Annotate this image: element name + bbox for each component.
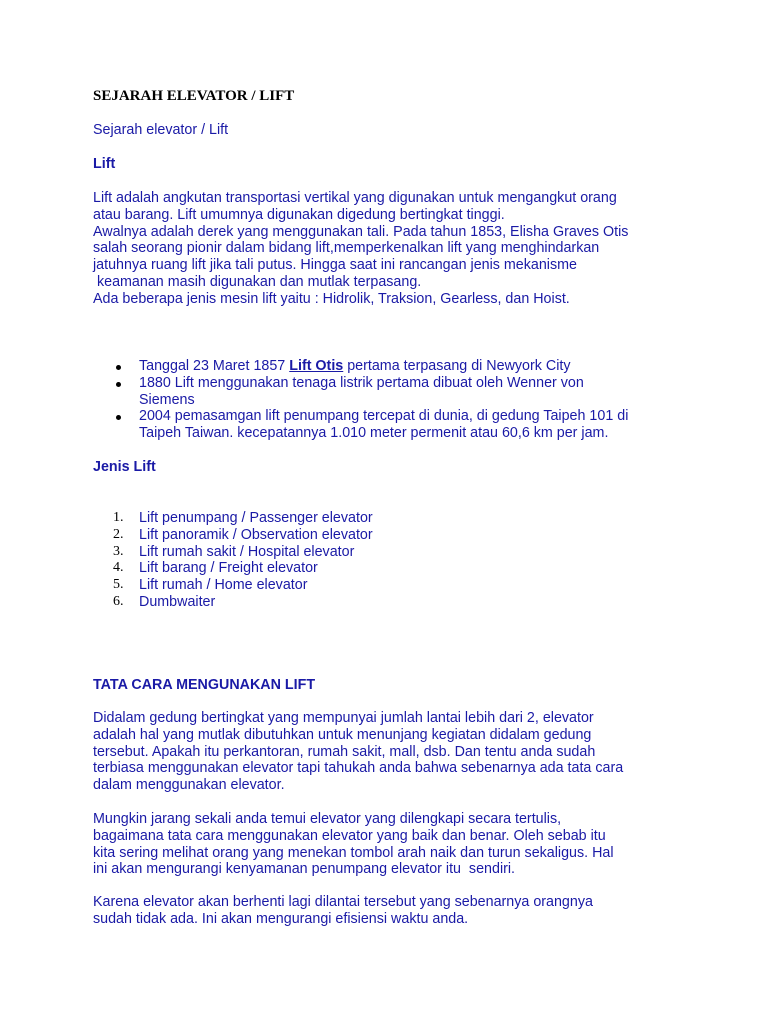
subtitle: Sejarah elevator / Lift [93, 122, 229, 138]
bullet-icon [116, 415, 121, 420]
list-number: 4. [113, 560, 124, 576]
paragraph-line: bagaimana tata cara menggunakan elevator yang baik dan benar. Oleh sebab itu [93, 827, 606, 844]
list-item-text: Lift rumah sakit / Hospital elevator [139, 543, 355, 560]
list-item-text: Dumbwaiter [139, 593, 216, 610]
paragraph-line: Karena elevator akan berhenti lagi dilantai tersebut yang sebenarnya orangnya [93, 894, 593, 910]
bullet-text: Tanggal 23 Maret 1857 [139, 358, 290, 374]
list-number: 2. [113, 526, 124, 542]
list-item-text: Lift penumpang / Passenger elevator [139, 510, 373, 526]
page-title: SEJARAH ELEVATOR / LIFT [93, 88, 295, 104]
list-item [93, 594, 373, 611]
tata-cara-heading: TATA CARA MENGUNAKAN LIFT [93, 677, 316, 693]
lift-heading: Lift [93, 156, 116, 172]
intro-line: jatuhnya ruang lift jika tali putus. Hingga saat ini rancangan jenis mekanisme [93, 257, 577, 274]
list-item-text: Lift panoramik / Observation elevator [139, 526, 373, 543]
paragraph-line: Didalam gedung bertingkat yang mempunyai jumlah lantai lebih dari 2, elevator [93, 710, 594, 726]
intro-line: atau barang. Lift umumnya digunakan digedung bertingkat tinggi. [93, 206, 505, 223]
intro-line: Ada beberapa jenis mesin lift yaitu : Hidrolik, Traksion, Gearless, dan Hoist. [93, 290, 570, 307]
bullet-icon [116, 365, 121, 370]
paragraph-line: sudah tidak ada. Ini akan mengurangi efisiensi waktu anda. [93, 910, 469, 927]
paragraph-line: ini akan mengurangi kenyamanan penumpang elevator itu sendiri. [93, 861, 516, 878]
list-item [93, 527, 373, 544]
list-item [93, 358, 628, 375]
list-item [93, 560, 373, 577]
intro-line: salah seorang pionir dalam bidang lift,memperkenalkan lift yang menghindarkan [93, 240, 600, 257]
list-number: 1. [113, 510, 124, 525]
intro-line: keamanan masih digunakan dan mutlak terpasang. [93, 273, 422, 290]
list-item [93, 375, 628, 409]
bullet-line: Siemens [139, 391, 195, 408]
bullet-line [139, 358, 628, 375]
list-item [93, 544, 373, 561]
paragraph-line: kita sering melihat orang yang menekan tombol arah naik dan turun sekaligus. Hal [93, 844, 614, 861]
paragraph-line: Mungkin jarang sekali anda temui elevator yang dilengkapi secara tertulis, [93, 811, 562, 827]
list-number: 3. [113, 543, 124, 559]
paragraph-line: terbiasa menggunakan elevator tapi tahukah anda bahwa sebenarnya ada tata cara [93, 760, 624, 777]
bullet-icon [116, 382, 121, 387]
lift-otis-link[interactable]: Lift Otis [289, 358, 344, 374]
bullet-line: 2004 pemasamgan lift penumpang tercepat di dunia, di gedung Taipeh 101 di [139, 408, 629, 425]
intro-line: Awalnya adalah derek yang menggunakan tali. Pada tahun 1853, Elisha Graves Otis [93, 223, 629, 240]
list-item-text: Lift rumah / Home elevator [139, 577, 308, 594]
bullet-text: pertama terpasang di Newyork City [343, 358, 571, 374]
paragraph-line: dalam menggunakan elevator. [93, 777, 285, 794]
paragraph-line: tersebut. Apakah itu perkantoran, rumah sakit, mall, dsb. Dan tentu anda sudah [93, 743, 596, 760]
jenis-lift-list [93, 510, 373, 611]
list-number: 6. [113, 593, 124, 609]
bullet-line: 1880 Lift menggunakan tenaga listrik pertama dibuat oleh Wenner von [139, 374, 584, 391]
list-number: 5. [113, 577, 124, 593]
history-bullet-list [93, 358, 628, 442]
paragraph-line: adalah hal yang mutlak dibutuhkan untuk menunjang kegiatan didalam gedung [93, 726, 592, 743]
paragraph-2 [93, 811, 614, 878]
paragraph-1 [93, 710, 623, 794]
bullet-line: Taipeh Taiwan. kecepatannya 1.010 meter permenit atau 60,6 km per jam. [139, 425, 609, 442]
paragraph-3 [93, 894, 593, 928]
list-item-text: Lift barang / Freight elevator [139, 560, 318, 577]
intro-line: Lift adalah angkutan transportasi vertikal yang digunakan untuk mengangkut orang [93, 190, 617, 206]
list-item [93, 510, 373, 527]
intro-paragraph [93, 190, 628, 308]
list-item [93, 577, 373, 594]
list-item [93, 408, 628, 442]
jenis-lift-heading: Jenis Lift [93, 459, 156, 475]
